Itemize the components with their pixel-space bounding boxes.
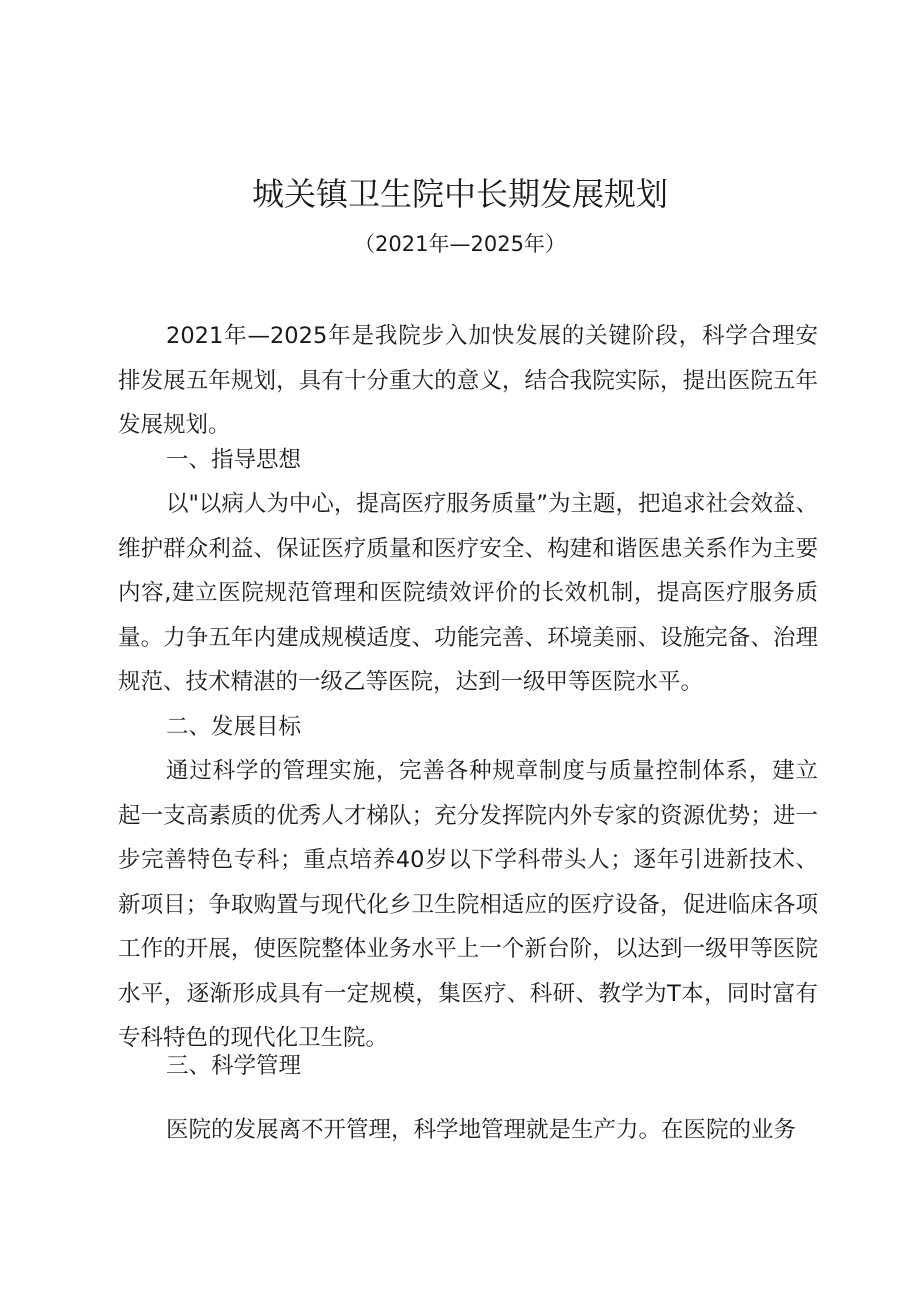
section-body-development-goals: 通过科学的管理实施，完善各种规章制度与质量控制体系，建立起一支高素质的优秀人才梯队；充分发挥院内外专家的资源优势；进一步完善特色专科；重点培养40岁以下学科带头人；逐年引进新技术、新项目；争取购置与现代化乡卫生院相适应的医疗设备，促进临床各项工作的开展，使医院整体业务水平上一个新台阶，以达到一级甲等医院水平，逐渐形成具有一定规模，集医疗、科研、教学为T本，同时富有专科特色的现代化卫生院。 [118,758,818,1051]
section-heading-scientific-management: 三、科学管理 [166,1053,302,1079]
section-heading-development-goals: 二、发展目标 [166,714,302,740]
section-heading-guiding-ideology: 一、指导思想 [166,447,302,473]
document-title: 城关镇卫生院中长期发展规划 [251,175,668,213]
document-subtitle: （2021年—2025年） [354,232,566,256]
section-body-scientific-management: 医院的发展离不开管理，科学地管理就是生产力。在医院的业务 [166,1117,797,1143]
section-body-guiding-ideology: 以"以病人为中心，提高医疗服务质量”为主题，把追求社会效益、维护群众利益、保证医疗质量和医疗安全、构建和谐医患关系作为主要内容,建立医院规范管理和医院绩效评价的长效机制，提高医疗服务质量。力争五年内建成规模适度、功能完善、环境美丽、设施完备、治理规范、技术精湛的一级乙等医院，达到一级甲等医院水平。 [118,491,819,695]
intro-paragraph: 2021年—2025年是我院步入加快发展的关键阶段，科学合理安排发展五年规划，具有十分重大的意义，结合我院实际，提出医院五年发展规划。 [118,323,818,438]
